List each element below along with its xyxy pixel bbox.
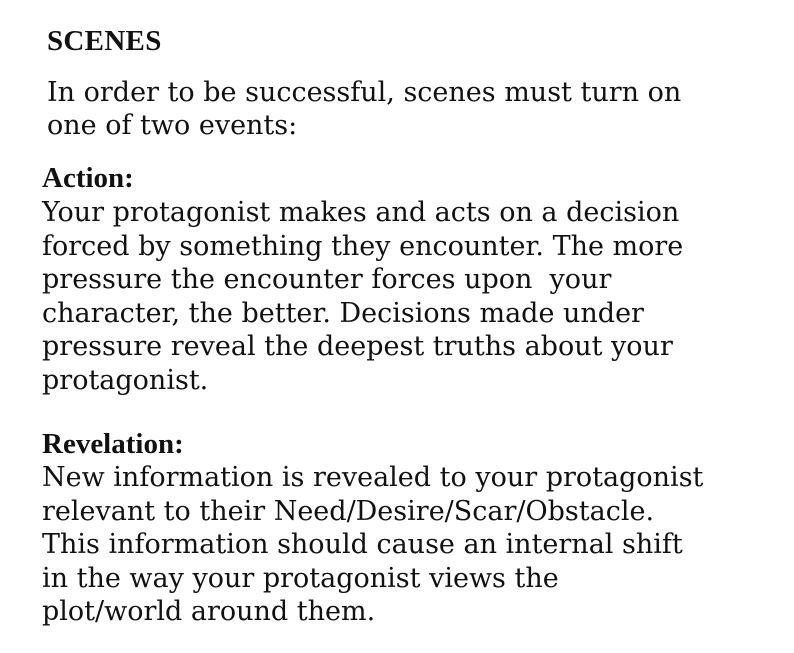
body-line: New information is revealed to your protagonist bbox=[42, 462, 704, 493]
section-heading-action: Action: bbox=[42, 162, 134, 194]
section-heading-revelation: Revelation: bbox=[42, 428, 184, 460]
body-line: plot/world around them. bbox=[42, 596, 376, 627]
body-line: forced by something they encounter. The more bbox=[42, 230, 684, 262]
body-line: protagonist. bbox=[42, 364, 209, 396]
page-title: SCENES bbox=[47, 25, 162, 57]
body-line: in the way your protagonist views the bbox=[42, 562, 559, 594]
intro-line: one of two events: bbox=[47, 110, 298, 141]
intro-paragraph bbox=[47, 76, 767, 142]
section-body-action bbox=[42, 196, 777, 397]
section-body-revelation bbox=[42, 461, 777, 629]
body-line: relevant to their Need/Desire/Scar/Obstacle. bbox=[42, 495, 655, 527]
body-line: pressure reveal the deepest truths about your bbox=[42, 331, 673, 362]
body-line: This information should cause an internal shift bbox=[42, 529, 683, 560]
body-line: pressure the encounter forces upon your bbox=[42, 264, 612, 295]
body-line: character, the better. Decisions made under bbox=[42, 297, 644, 329]
intro-line: In order to be successful, scenes must turn on bbox=[47, 77, 682, 108]
body-line: Your protagonist makes and acts on a decision bbox=[42, 197, 680, 228]
